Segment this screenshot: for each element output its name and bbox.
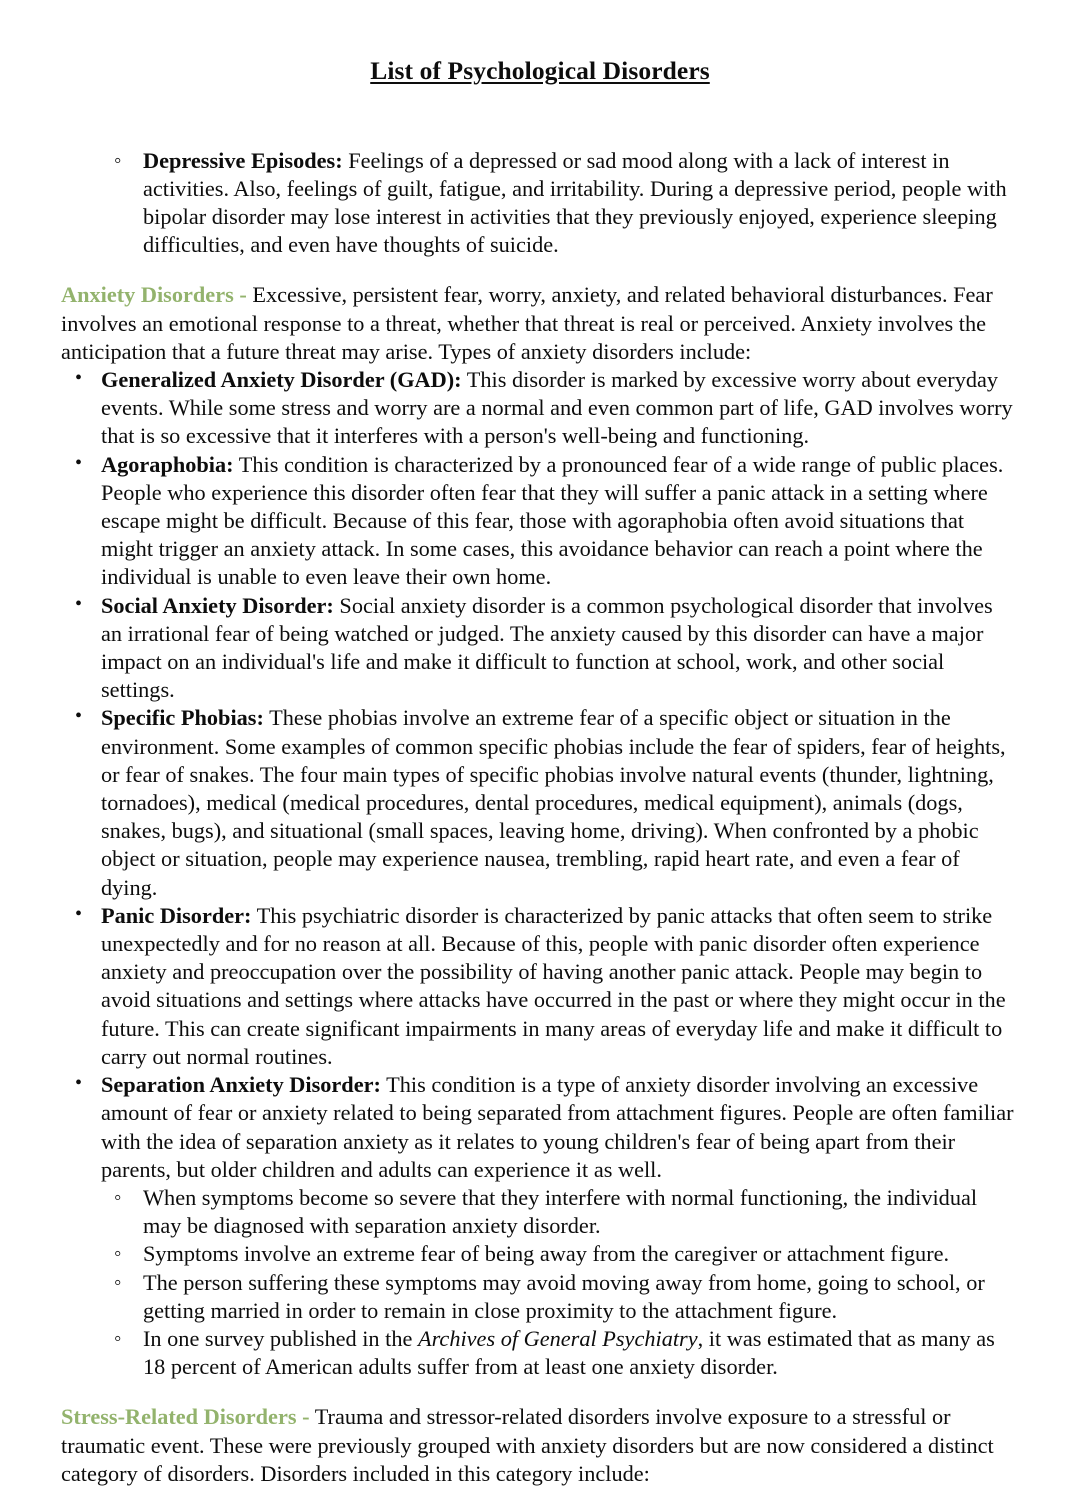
title-spacer — [0, 87, 1080, 117]
list-item-text: This condition is characterized by a pronounced fear of a wide range of public places. People who experience this disorder often fear that they will suffer a panic attack in a setting where escape might be difficult. Because of this fear, those with agoraphobia often avoid situations that might trigger an anxiety attack. In some cases, this avoidance behavior can reach a point where the individual is unable to even leave their own home. — [101, 451, 1004, 590]
list-item-term: Depressive Episodes: — [143, 147, 343, 173]
table-row — [61, 902, 1018, 1071]
page-title: List of Psychological Disorders — [370, 56, 710, 85]
section-spacer-2 — [0, 1381, 1080, 1403]
list-item-text: This disorder is marked by excessive worry about everyday events. While some stress and worry are a normal and even common part of life, GAD involves worry that is so excessive that it interferes with a person's well-being and functioning. — [101, 367, 1013, 449]
list-item-text: The person suffering these symptoms may avoid moving away from home, going to school, or getting married in order to remain in close proximity to the attachment figure. — [143, 1269, 985, 1323]
table-row — [61, 1071, 1018, 1184]
list-item-term: Separation Anxiety Disorder: — [101, 1072, 381, 1098]
list-item-term: Specific Phobias: — [101, 705, 264, 731]
table-row — [61, 366, 1018, 451]
section-anxiety-paragraph — [61, 281, 1018, 366]
section-spacer — [0, 259, 1080, 281]
table-row — [61, 704, 1018, 901]
list-item-term: Social Anxiety Disorder: — [101, 592, 334, 618]
list-item — [112, 1269, 1020, 1325]
list-item-text: Symptoms involve an extreme fear of being away from the caregiver or attachment figure. — [143, 1241, 950, 1267]
list-item-text: This condition is a type of anxiety disorder involving an excessive amount of fear or anxiety related to being separated from attachment figures. People are often familiar with the idea of separation anxiety as it relates to young children's fear of being apart from their parents, but older children and adults can experience it as well. — [101, 1072, 1014, 1182]
section-heading-stress-related-disorders: Stress-Related Disorders - — [61, 1404, 310, 1430]
anxiety-disorders-list — [0, 366, 1080, 1184]
section-stress-related-paragraph — [61, 1403, 1018, 1488]
list-item-text-before-citation: In one survey published in the — [143, 1325, 418, 1351]
citation-title: Archives of General Psychiatry — [417, 1325, 698, 1351]
section-intro-text: Trauma and stressor-related disorders involve exposure to a stressful or traumatic event. These were previously grouped with anxiety disorders but are now considered a distinct category of disorders. Disorders included in this category include: — [61, 1404, 994, 1486]
list-item-term: Agoraphobia: — [101, 451, 234, 477]
separation-anxiety-sub-list — [0, 1184, 1080, 1381]
list-item-text: Social anxiety disorder is a common psychological disorder that involves an irrational fear of being watched or judged. The anxiety caused by this disorder can have a major impact on an individual's life and make it difficult to function at school, work, and other social settings. — [101, 592, 993, 703]
list-item-text-after-citation: , it was estimated that as many as 18 percent of American adults suffer from at least one anxiety disorder. — [143, 1325, 995, 1380]
list-item — [112, 147, 1020, 260]
intro-sub-bullet-list — [0, 147, 1080, 260]
list-item — [112, 1325, 1020, 1381]
section-intro-text: Excessive, persistent fear, worry, anxiety, and related behavioral disturbances. Fear involves an emotional response to a threat, whether that threat is real or perceived. Anxiety involves the anticipation that a future threat may arise. Types of anxiety disorders include: — [61, 282, 993, 364]
list-item-text: Feelings of a depressed or sad mood along with a lack of interest in activities. Also, feelings of guilt, fatigue, and irritability. During a depressive period, people with bipolar disorder may lose interest in activities that they previously enjoyed, experience sleeping difficulties, and even have thoughts of suicide. — [143, 147, 1007, 258]
list-item-text: These phobias involve an extreme fear of a specific object or situation in the environment. Some examples of common specific phobias include the fear of spiders, fear of heights, or fear of snakes. The four main types of specific phobias involve natural events (thunder, lightning, tornadoes), medical (medical procedures, dental procedures, medical equipment), animals (dogs, snakes, bugs), and situational (small spaces, leaving home, driving). When confronted by a phobic object or situation, people may experience nausea, trembling, rapid heart rate, and even a fear of dying. — [101, 705, 1006, 900]
list-item-term: Generalized Anxiety Disorder (GAD): — [101, 367, 462, 393]
table-row — [61, 592, 1018, 705]
list-item — [112, 1184, 1020, 1240]
table-row — [61, 451, 1018, 592]
section-heading-anxiety-disorders: Anxiety Disorders - — [61, 282, 247, 308]
list-item — [112, 1240, 1020, 1268]
list-item-term: Panic Disorder: — [101, 902, 252, 928]
list-item-text: When symptoms become so severe that they interfere with normal functioning, the individual may be diagnosed with separation anxiety disorder. — [143, 1184, 978, 1239]
list-item-text: This psychiatric disorder is characterized by panic attacks that often seem to strike unexpectedly and for no reason at all. Because of this, people with panic disorder often experience anxiety and preoccupation over the possibility of having another panic attack. People may begin to avoid situations and settings where attacks have occurred in the past or where they might occur in the future. This can create significant impairments in many areas of everyday life and make it difficult to carry out normal routines. — [101, 902, 1006, 1069]
